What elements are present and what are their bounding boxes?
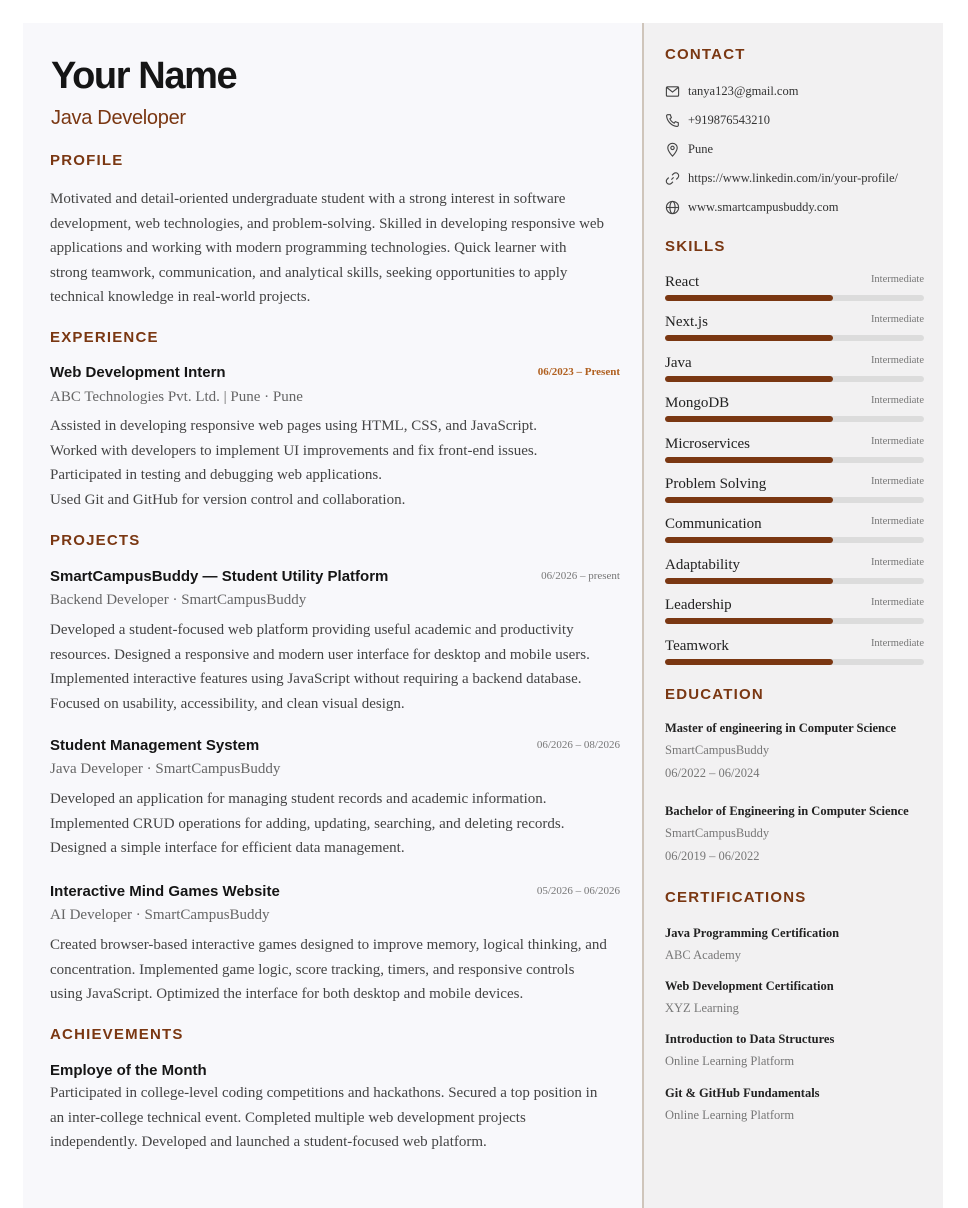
project-subtitle: AI Developer · SmartCampusBuddy	[50, 907, 270, 923]
skill-name: Teamwork	[665, 637, 729, 654]
project-item-header	[50, 568, 620, 588]
section-heading-projects: PROJECTS	[50, 532, 141, 549]
project-date: 06/2026 – present	[541, 570, 620, 582]
person-name: Your Name	[51, 55, 237, 97]
main-column	[23, 23, 642, 1208]
achievement-line: Participated in college-level coding competitions and hackathons. Secured a top position in	[50, 1085, 598, 1101]
resume-page	[23, 23, 943, 1208]
profile-line: technical knowledge in real-world projects.	[50, 289, 311, 305]
skill-bar-fill	[665, 497, 833, 503]
skill-bar-fill	[665, 537, 833, 543]
skill-level: Intermediate	[870, 314, 924, 326]
profile-line: applications and working with modern programming technologies. Quick learner with	[50, 240, 567, 256]
project-line: Focused on usability, accessibility, and clean visual design.	[50, 695, 405, 712]
project-title: Interactive Mind Games Website	[50, 883, 280, 900]
education-dates: 06/2019 – 06/2022	[665, 849, 760, 863]
achievement-line: an inter-college technical event. Completed multiple web development projects	[50, 1109, 526, 1126]
skill-level: Intermediate	[870, 597, 924, 609]
project-line: Created browser-based interactive games designed to improve memory, logical thinking, and	[50, 937, 607, 953]
sidebar	[642, 23, 943, 1208]
experience-title: Web Development Intern	[50, 364, 226, 381]
project-date: 06/2026 – 08/2026	[536, 739, 620, 751]
section-heading-profile: PROFILE	[50, 152, 124, 169]
achievement-title: Employe of the Month	[50, 1062, 207, 1079]
skill-level: Intermediate	[870, 395, 924, 407]
contact-linkedin[interactable]	[665, 168, 898, 188]
skill-bar-track	[665, 416, 924, 422]
certification-item	[665, 978, 925, 1016]
mail-icon	[665, 84, 680, 99]
project-title: SmartCampusBuddy — Student Utility Platform	[50, 568, 389, 585]
skill-item	[665, 395, 924, 425]
profile-line: Motivated and detail-oriented undergraduate student with a strong interest in software	[50, 191, 566, 207]
contact-email-text: tanya123@gmail.com	[688, 83, 799, 98]
section-heading-achievements: ACHIEVEMENTS	[50, 1026, 184, 1043]
skill-name: MongoDB	[665, 395, 730, 412]
project-line: using JavaScript. Optimized the interface for both desktop and mobile devices.	[50, 986, 524, 1002]
certification-name: Java Programming Certification	[665, 926, 840, 940]
contact-email[interactable]	[665, 81, 798, 101]
education-school: SmartCampusBuddy	[665, 743, 770, 757]
skill-bar-fill	[665, 335, 833, 341]
skill-name: React	[665, 274, 700, 290]
skill-item	[665, 557, 924, 587]
project-line: resources. Designed a responsive and modern user interface for desktop and mobile users.	[50, 646, 590, 663]
achievement-line: independently. Developed and launched a student-focused web platform.	[50, 1134, 487, 1150]
skill-bar-track	[665, 659, 924, 665]
skill-item	[665, 274, 924, 304]
experience-bullets	[50, 414, 620, 512]
contact-linkedin-text: https://www.linkedin.com/in/your-profile/	[688, 170, 899, 185]
skill-bar-fill	[665, 295, 833, 301]
skill-bar-track	[665, 376, 924, 382]
skill-item	[665, 516, 924, 546]
experience-company: ABC Technologies Pvt. Ltd. | Pune · Pune	[50, 389, 303, 405]
project-date: 05/2026 – 06/2026	[536, 885, 620, 897]
certification-name: Git & GitHub Fundamentals	[665, 1086, 820, 1100]
skill-bar-track	[665, 457, 924, 463]
location-pin-icon	[665, 142, 680, 157]
certification-issuer: ABC Academy	[665, 948, 742, 962]
profile-line: development, web technologies, and problem-solving. Skilled in developing responsive web	[50, 215, 605, 232]
link-icon	[665, 171, 680, 186]
skill-level: Intermediate	[870, 435, 924, 447]
skill-level: Intermediate	[870, 556, 924, 568]
skill-bar-fill	[665, 618, 833, 624]
project-description	[50, 618, 620, 716]
section-heading-experience: EXPERIENCE	[50, 329, 159, 346]
project-line: Developed a student-focused web platform providing useful academic and productivity	[50, 622, 574, 638]
skill-item	[665, 638, 924, 668]
skill-name: Next.js	[665, 314, 708, 331]
skill-level: Intermediate	[870, 637, 924, 649]
skill-bar-track	[665, 537, 924, 543]
certification-name: Introduction to Data Structures	[665, 1032, 835, 1046]
contact-website-text: www.smartcampusbuddy.com	[688, 199, 839, 214]
project-description	[50, 933, 620, 1007]
phone-icon	[665, 113, 680, 128]
skill-name: Leadership	[665, 597, 732, 614]
project-line: Designed a simple interface for efficient data management.	[50, 840, 405, 856]
section-heading-skills: SKILLS	[665, 238, 726, 255]
skill-item	[665, 436, 924, 466]
contact-location	[665, 139, 713, 159]
contact-website[interactable]	[665, 197, 838, 217]
experience-bullet: Used Git and GitHub for version control and collaboration.	[50, 491, 406, 508]
skill-name: Adaptability	[665, 556, 740, 573]
skill-name: Java	[665, 354, 692, 371]
project-line: Implemented interactive features using JavaScript without requiring a backend database.	[50, 671, 582, 687]
skill-bar-fill	[665, 416, 833, 422]
achievement-description	[50, 1081, 620, 1155]
certification-issuer: XYZ Learning	[665, 1001, 739, 1015]
skill-item	[665, 476, 924, 506]
experience-date: 06/2023 – Present	[537, 366, 620, 378]
skill-item	[665, 355, 924, 385]
education-degree: Master of engineering in Computer Science	[665, 721, 897, 735]
skill-bar-fill	[665, 659, 833, 665]
profile-line: strong teamwork, communication, and analytical skills, seeking opportunities to apply	[50, 264, 568, 281]
certification-name: Web Development Certification	[665, 979, 834, 993]
section-heading-contact: CONTACT	[665, 46, 746, 63]
skill-bar-track	[665, 497, 924, 503]
project-line: Implemented CRUD operations for adding, updating, searching, and deleting records.	[50, 815, 565, 832]
project-item-header	[50, 883, 620, 903]
skill-level: Intermediate	[870, 476, 924, 487]
skill-level: Intermediate	[870, 354, 924, 366]
skill-item	[665, 314, 924, 344]
certification-item	[665, 1031, 925, 1069]
education-item	[665, 803, 925, 864]
skill-bar-fill	[665, 578, 833, 584]
education-item	[665, 720, 925, 781]
skill-item	[665, 597, 924, 627]
experience-bullet: Assisted in developing responsive web pages using HTML, CSS, and JavaScript.	[50, 418, 538, 434]
certification-issuer: Online Learning Platform	[665, 1108, 795, 1122]
experience-bullet: Participated in testing and debugging web applications.	[50, 467, 383, 483]
certification-issuer: Online Learning Platform	[665, 1054, 795, 1068]
project-subtitle: Backend Developer · SmartCampusBuddy	[50, 592, 307, 608]
project-subtitle: Java Developer · SmartCampusBuddy	[50, 761, 281, 777]
globe-icon	[665, 200, 680, 215]
skill-bar-track	[665, 578, 924, 584]
project-line: concentration. Implemented game logic, score tracking, timers, and responsive controls	[50, 961, 575, 978]
skill-bar-track	[665, 618, 924, 624]
skill-bar-fill	[665, 457, 833, 463]
contact-location-text: Pune	[688, 141, 713, 156]
section-heading-education: EDUCATION	[665, 686, 764, 703]
education-school: SmartCampusBuddy	[665, 826, 770, 840]
project-description	[50, 787, 620, 861]
project-line: Developed an application for managing student records and academic information.	[50, 791, 547, 807]
project-title: Student Management System	[50, 737, 260, 754]
job-title: Java Developer	[51, 107, 186, 129]
skill-name: Communication	[665, 516, 762, 533]
contact-phone-text: +919876543210	[688, 112, 771, 127]
education-dates: 06/2022 – 06/2024	[665, 766, 760, 780]
profile-summary	[50, 187, 620, 310]
skill-bar-track	[665, 335, 924, 341]
certification-item	[665, 925, 925, 963]
section-heading-certifications: CERTIFICATIONS	[665, 889, 807, 906]
skill-level: Intermediate	[870, 516, 924, 528]
project-item-header	[50, 737, 620, 757]
skill-bar-fill	[665, 376, 833, 382]
skill-bar-track	[665, 295, 924, 301]
experience-item-header	[50, 364, 620, 384]
skill-name: Problem Solving	[665, 476, 767, 492]
certification-item	[665, 1085, 925, 1123]
education-degree: Bachelor of Engineering in Computer Science	[665, 804, 909, 818]
skill-level: Intermediate	[870, 274, 924, 285]
skill-name: Microservices	[665, 435, 750, 452]
contact-phone[interactable]	[665, 110, 770, 130]
experience-bullet: Worked with developers to implement UI improvements and fix front-end issues.	[50, 442, 538, 459]
